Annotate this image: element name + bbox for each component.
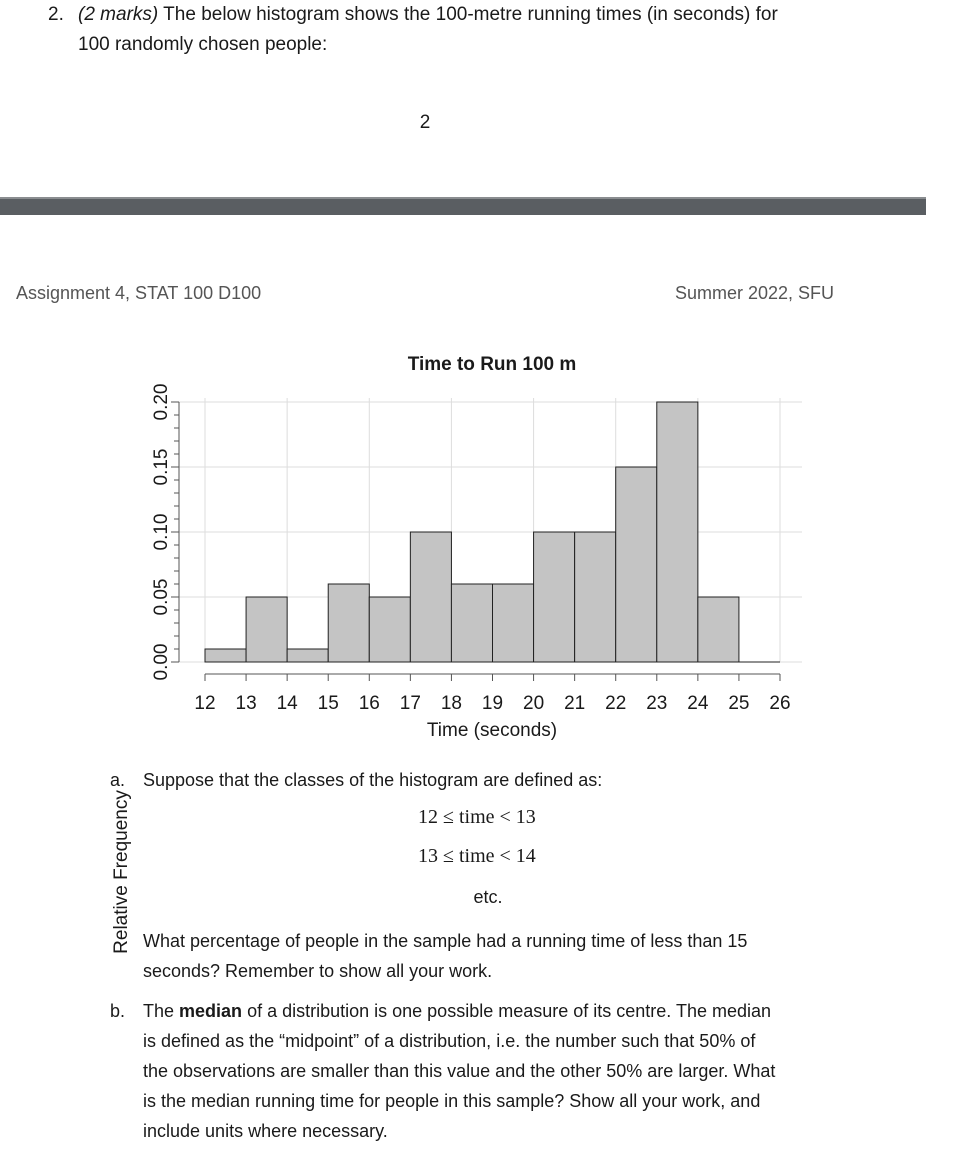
part-b <box>110 996 843 1146</box>
chart-title: Time to Run 100 m <box>407 354 577 375</box>
part-b-line3: the observations are smaller than this value and the other 50% are larger. What <box>143 1061 776 1081</box>
histogram-bar <box>493 584 534 662</box>
x-tick-label: 16 <box>358 693 380 714</box>
part-a-question <box>110 926 843 986</box>
part-b-label: b. <box>110 1001 126 1021</box>
part-a-question-line2: seconds? Remember to show all your work. <box>143 961 493 981</box>
x-tick-label: 25 <box>728 693 750 714</box>
class-definition-2: 13 ≤ time < 14 <box>418 845 536 867</box>
x-tick-label: 12 <box>194 693 216 714</box>
x-tick-label: 13 <box>235 693 257 714</box>
question-number: 2. <box>48 4 64 25</box>
x-tick-label: 24 <box>687 693 709 714</box>
x-axis-label: Time (seconds) <box>426 720 558 741</box>
y-tick-label: 0.05 <box>151 578 172 616</box>
part-b-the: The <box>143 1001 180 1021</box>
x-tick-label: 17 <box>399 693 421 714</box>
part-b-line5: include units where necessary. <box>143 1121 388 1141</box>
histogram-bar <box>410 532 451 662</box>
y-tick-label: 0.00 <box>151 643 172 681</box>
class-etc: etc. <box>473 887 503 907</box>
x-tick-label: 15 <box>317 693 339 714</box>
part-b-line2: is defined as the “midpoint” of a distribution, i.e. the number such that 50% of <box>143 1031 756 1051</box>
part-b-line4: is the median running time for people in this sample? Show all your work, and <box>143 1091 761 1111</box>
part-a-label: a. <box>110 770 126 790</box>
x-tick-label: 23 <box>646 693 668 714</box>
x-tick-label: 20 <box>523 693 545 714</box>
question-intro-line2: 100 randomly chosen people: <box>78 34 328 55</box>
histogram-bar <box>246 597 287 662</box>
x-tick-label: 26 <box>769 693 791 714</box>
y-tick-label: 0.10 <box>151 513 172 551</box>
header-right: Summer 2022, SFU <box>674 283 834 303</box>
x-tick-label: 22 <box>605 693 627 714</box>
histogram-bar <box>657 402 698 662</box>
part-b-line1 <box>143 996 843 1026</box>
histogram-bar <box>328 584 369 662</box>
x-tick-label: 18 <box>440 693 462 714</box>
y-axis-label: Relative Frequency <box>111 790 132 954</box>
part-a-question-line1: What percentage of people in the sample had a running time of less than 15 <box>143 931 748 951</box>
y-tick-label: 0.15 <box>151 448 172 486</box>
part-b-median-term: median <box>179 1001 243 1021</box>
histogram-bar <box>534 532 575 662</box>
histogram-bar <box>287 649 328 662</box>
class-definition-1: 12 ≤ time < 13 <box>418 806 536 828</box>
histogram-bar <box>451 584 492 662</box>
question-intro <box>20 0 900 60</box>
page-divider <box>0 197 926 215</box>
histogram-bar <box>575 532 616 662</box>
y-tick-label: 0.20 <box>151 383 172 421</box>
histogram-bar <box>616 467 657 662</box>
x-tick-label: 21 <box>564 693 586 714</box>
x-tick-label: 19 <box>481 693 504 714</box>
question-intro-line1: The below histogram shows the 100-metre running times (in seconds) for <box>158 4 778 25</box>
header-left: Assignment 4, STAT 100 D100 <box>16 283 262 303</box>
histogram-bar <box>205 649 246 662</box>
part-a-text: Suppose that the classes of the histogram are defined as: <box>143 770 603 790</box>
part-a <box>110 765 843 795</box>
histogram-bar <box>369 597 410 662</box>
question-marks: (2 marks) <box>78 4 159 25</box>
x-tick-label: 14 <box>276 693 298 714</box>
histogram-bar <box>698 597 739 662</box>
page-number: 2 <box>419 112 431 133</box>
part-b-line1-rest: of a distribution is one possible measure of its centre. The median <box>242 1001 772 1021</box>
